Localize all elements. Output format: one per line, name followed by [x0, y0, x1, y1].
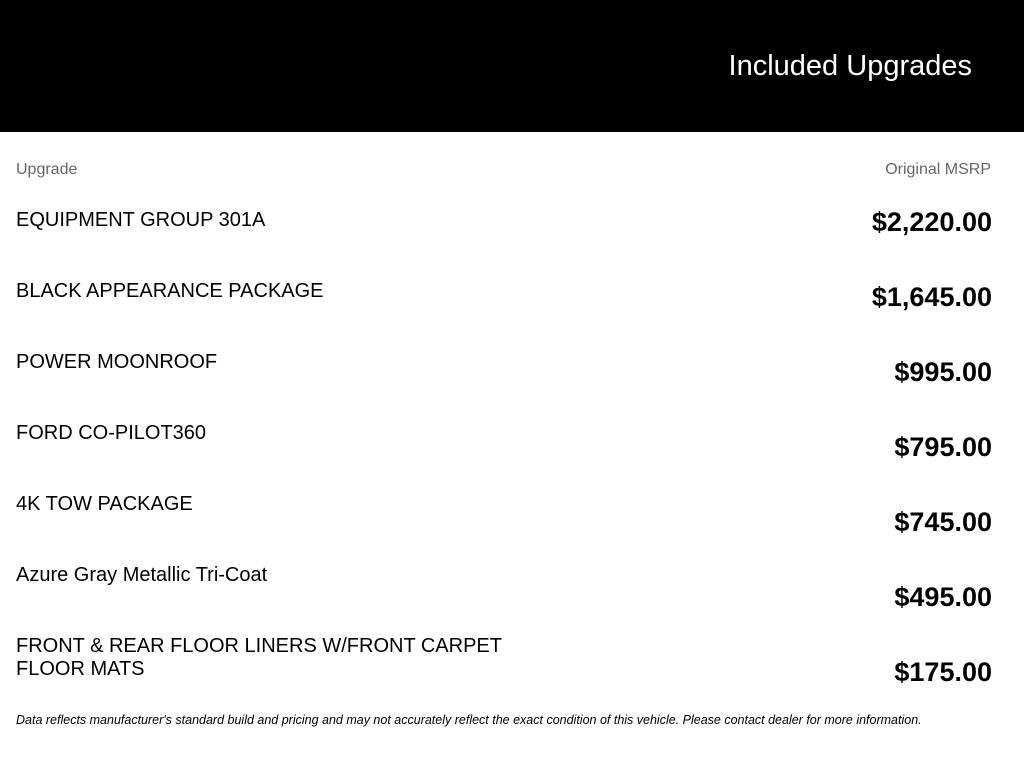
column-header-upgrade: Upgrade — [16, 161, 78, 178]
upgrade-name: POWER MOONROOF — [16, 351, 218, 373]
upgrade-price: $795.00 — [894, 432, 992, 462]
list-item — [0, 635, 1024, 706]
upgrade-name: FRONT & REAR FLOOR LINERS W/FRONT CARPET FLOOR MATS — [16, 635, 502, 680]
upgrade-name: FORD CO-PILOT360 — [16, 422, 207, 444]
list-item — [0, 280, 1024, 351]
list-item — [0, 422, 1024, 493]
list-item — [0, 493, 1024, 564]
upgrade-price: $175.00 — [894, 657, 992, 687]
list-item — [0, 564, 1024, 635]
upgrade-price: $1,645.00 — [871, 282, 992, 312]
column-header-msrp: Original MSRP — [885, 161, 991, 178]
upgrade-name: BLACK APPEARANCE PACKAGE — [16, 280, 324, 302]
upgrade-name: EQUIPMENT GROUP 301A — [16, 209, 266, 231]
upgrade-price: $745.00 — [894, 507, 992, 537]
upgrade-name: Azure Gray Metallic Tri-Coat — [16, 564, 268, 586]
disclaimer-note: Data reflects manufacturer's standard build and pricing and may not accurately reflect the exact condition of this vehicle. Please contact dealer for more information. — [16, 713, 922, 727]
upgrade-name: 4K TOW PACKAGE — [16, 493, 193, 515]
upgrade-price: $495.00 — [894, 582, 992, 612]
list-item — [0, 351, 1024, 422]
upgrade-price: $995.00 — [894, 357, 992, 387]
page-title: Included Upgrades — [728, 50, 972, 82]
list-item — [0, 209, 1024, 280]
upgrade-price: $2,220.00 — [871, 207, 992, 237]
